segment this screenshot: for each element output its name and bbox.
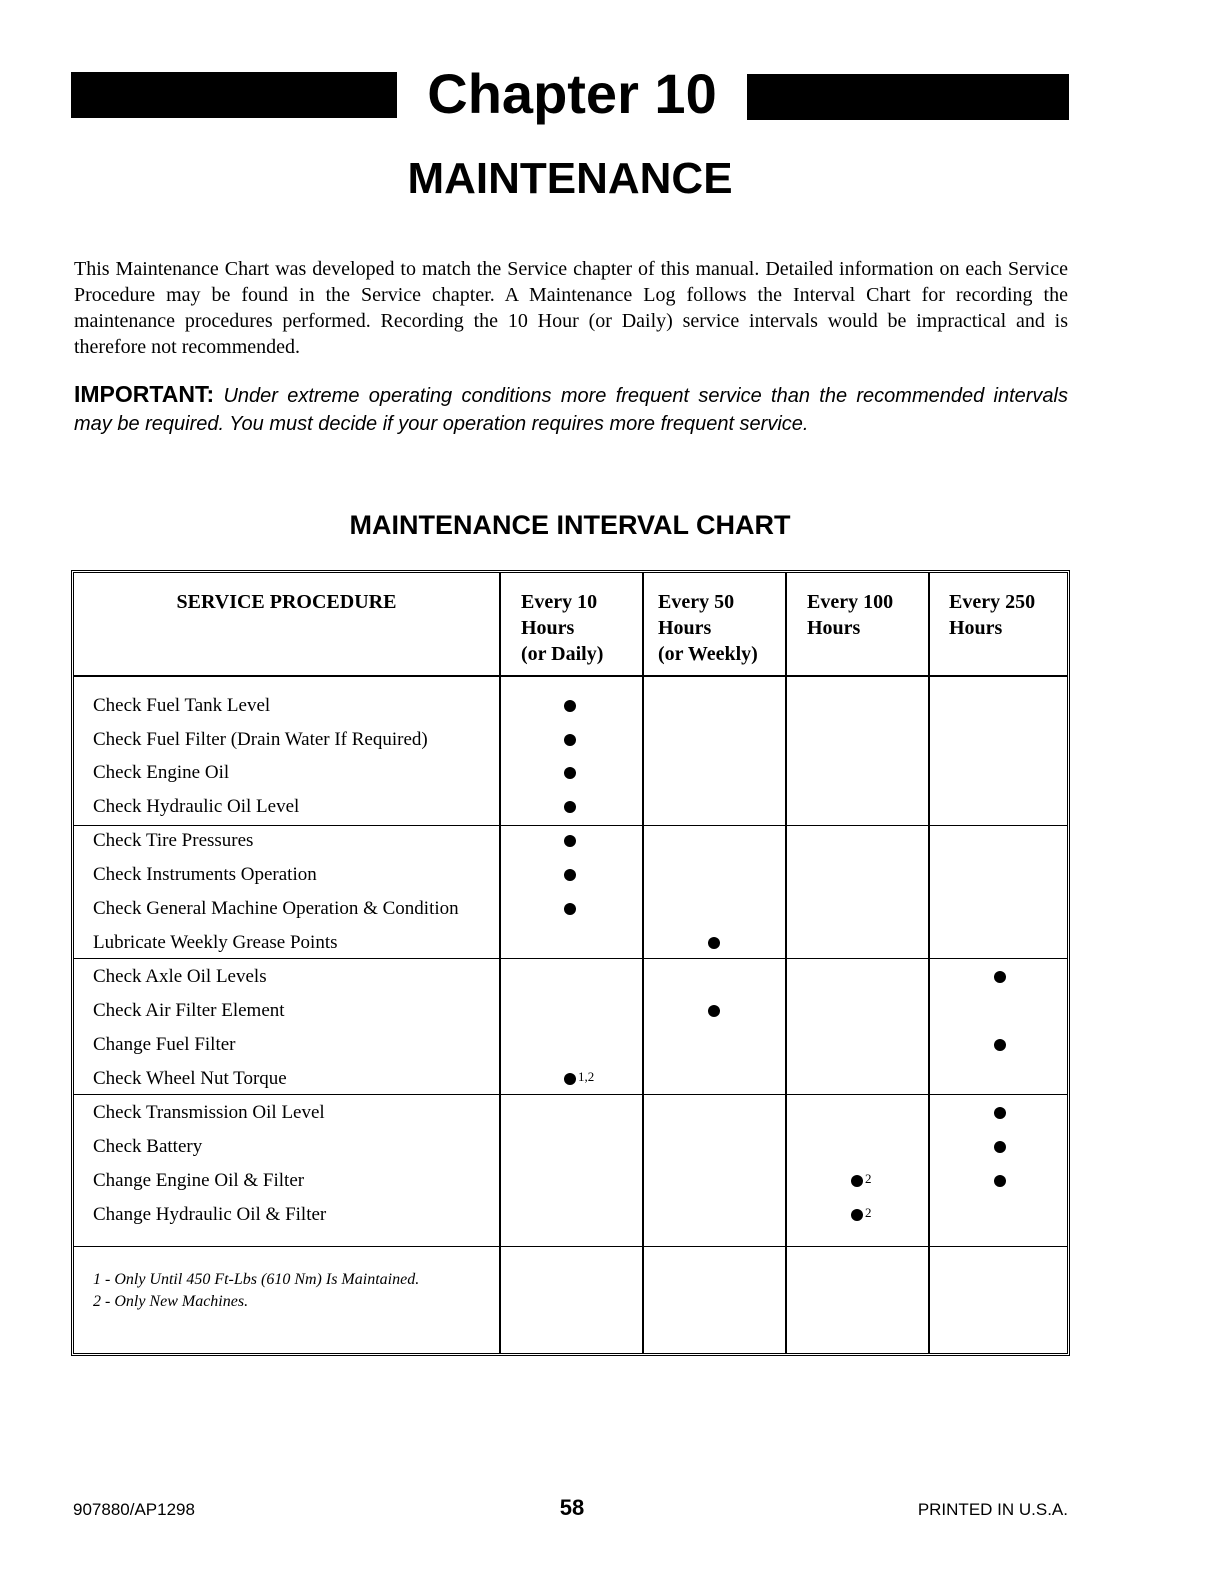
document-code: 907880/AP1298 bbox=[73, 1500, 195, 1519]
procedure-row: Check Transmission Oil Level bbox=[93, 1102, 325, 1123]
footnote-ref: 2 bbox=[865, 1205, 872, 1220]
interval-mark bbox=[851, 1209, 863, 1221]
intro-paragraph: This Maintenance Chart was developed to match the Service chapter of this manual. Detailed information on each Service Procedure may be found in the Service chapter. A Maintenance Log follows the Interval Chart for recording the maintenance procedures performed. Recording the 10 Hour (or Daily) service intervals would be impractical and is therefore not recommended. bbox=[74, 258, 1068, 358]
procedure-row: Change Hydraulic Oil & Filter bbox=[93, 1204, 327, 1225]
procedure-row: Check Instruments Operation bbox=[93, 864, 317, 885]
chart-title: MAINTENANCE INTERVAL CHART bbox=[349, 510, 791, 540]
col-header-line: (or Daily) bbox=[521, 643, 604, 665]
group-divider bbox=[74, 1094, 1067, 1095]
col-header-line: (or Weekly) bbox=[658, 643, 758, 665]
interval-mark bbox=[564, 734, 576, 746]
group-divider bbox=[74, 1246, 1067, 1247]
group-divider bbox=[74, 825, 1067, 826]
procedure-row: Check Fuel Filter (Drain Water If Required) bbox=[93, 729, 428, 750]
interval-mark bbox=[564, 767, 576, 779]
interval-mark bbox=[564, 801, 576, 813]
interval-mark bbox=[564, 700, 576, 712]
procedure-row: Check General Machine Operation & Condition bbox=[93, 898, 459, 919]
col-header-100h bbox=[807, 589, 893, 641]
col-header-50h bbox=[658, 589, 758, 667]
interval-mark bbox=[564, 903, 576, 915]
interval-mark bbox=[708, 937, 720, 949]
procedure-row: Check Battery bbox=[93, 1136, 203, 1157]
interval-mark bbox=[994, 1141, 1006, 1153]
col-header-line: Every 50 bbox=[658, 591, 735, 613]
procedure-row: Check Wheel Nut Torque bbox=[93, 1068, 287, 1089]
interval-mark bbox=[994, 1107, 1006, 1119]
interval-mark bbox=[564, 1073, 576, 1085]
header-bar-left bbox=[71, 72, 397, 118]
col-header-250h bbox=[949, 589, 1035, 641]
service-procedure-header: SERVICE PROCEDURE bbox=[176, 591, 397, 613]
group-divider bbox=[74, 958, 1067, 959]
important-text: Under extreme operating conditions more frequent service than the recommended intervals may be required. You must decide if your operation requires more frequent service. bbox=[74, 385, 1068, 435]
col-header-line: Every 250 bbox=[949, 591, 1036, 613]
procedure-row: Change Fuel Filter bbox=[93, 1034, 236, 1055]
section-title: MAINTENANCE bbox=[407, 154, 733, 203]
chapter-header bbox=[71, 62, 1070, 130]
col-header-line: Hours bbox=[521, 617, 575, 639]
column-divider bbox=[499, 573, 501, 1353]
procedure-row: Check Tire Pressures bbox=[93, 830, 254, 851]
interval-mark bbox=[851, 1175, 863, 1187]
important-label: IMPORTANT: bbox=[74, 381, 215, 407]
footnote-ref: 1,2 bbox=[578, 1069, 595, 1084]
col-header-line: Hours bbox=[658, 617, 712, 639]
interval-mark bbox=[994, 1039, 1006, 1051]
procedure-row: Check Air Filter Element bbox=[93, 1000, 285, 1021]
interval-mark bbox=[564, 835, 576, 847]
col-header-10h bbox=[521, 589, 603, 667]
important-note bbox=[74, 380, 1068, 438]
header-bar-right bbox=[747, 74, 1069, 120]
procedure-row: Change Engine Oil & Filter bbox=[93, 1170, 305, 1191]
col-header-line: Hours bbox=[949, 617, 1003, 639]
header-divider bbox=[74, 675, 1067, 677]
procedure-row: Lubricate Weekly Grease Points bbox=[93, 932, 338, 953]
maintenance-interval-chart bbox=[71, 570, 1070, 1356]
procedure-row: Check Axle Oil Levels bbox=[93, 966, 267, 987]
col-header-line: Every 100 bbox=[807, 591, 894, 613]
printed-note: PRINTED IN U.S.A. bbox=[917, 1500, 1068, 1519]
interval-mark bbox=[994, 1175, 1006, 1187]
footnote: 1 - Only Until 450 Ft-Lbs (610 Nm) Is Maintained. bbox=[93, 1271, 420, 1288]
footnote-ref: 2 bbox=[865, 1171, 872, 1186]
interval-mark bbox=[994, 971, 1006, 983]
interval-mark bbox=[708, 1005, 720, 1017]
footnote: 2 - Only New Machines. bbox=[93, 1293, 249, 1310]
col-header-line: Every 10 bbox=[521, 591, 598, 613]
procedure-row: Check Fuel Tank Level bbox=[93, 695, 271, 716]
interval-mark bbox=[564, 869, 576, 881]
column-divider bbox=[928, 573, 930, 1353]
page-number: 58 bbox=[559, 1495, 585, 1520]
procedure-row: Check Hydraulic Oil Level bbox=[93, 796, 300, 817]
col-header-line: Hours bbox=[807, 617, 861, 639]
column-divider bbox=[785, 573, 787, 1353]
procedure-row: Check Engine Oil bbox=[93, 762, 230, 783]
chapter-title: Chapter 10 bbox=[427, 62, 717, 125]
column-divider bbox=[642, 573, 644, 1353]
